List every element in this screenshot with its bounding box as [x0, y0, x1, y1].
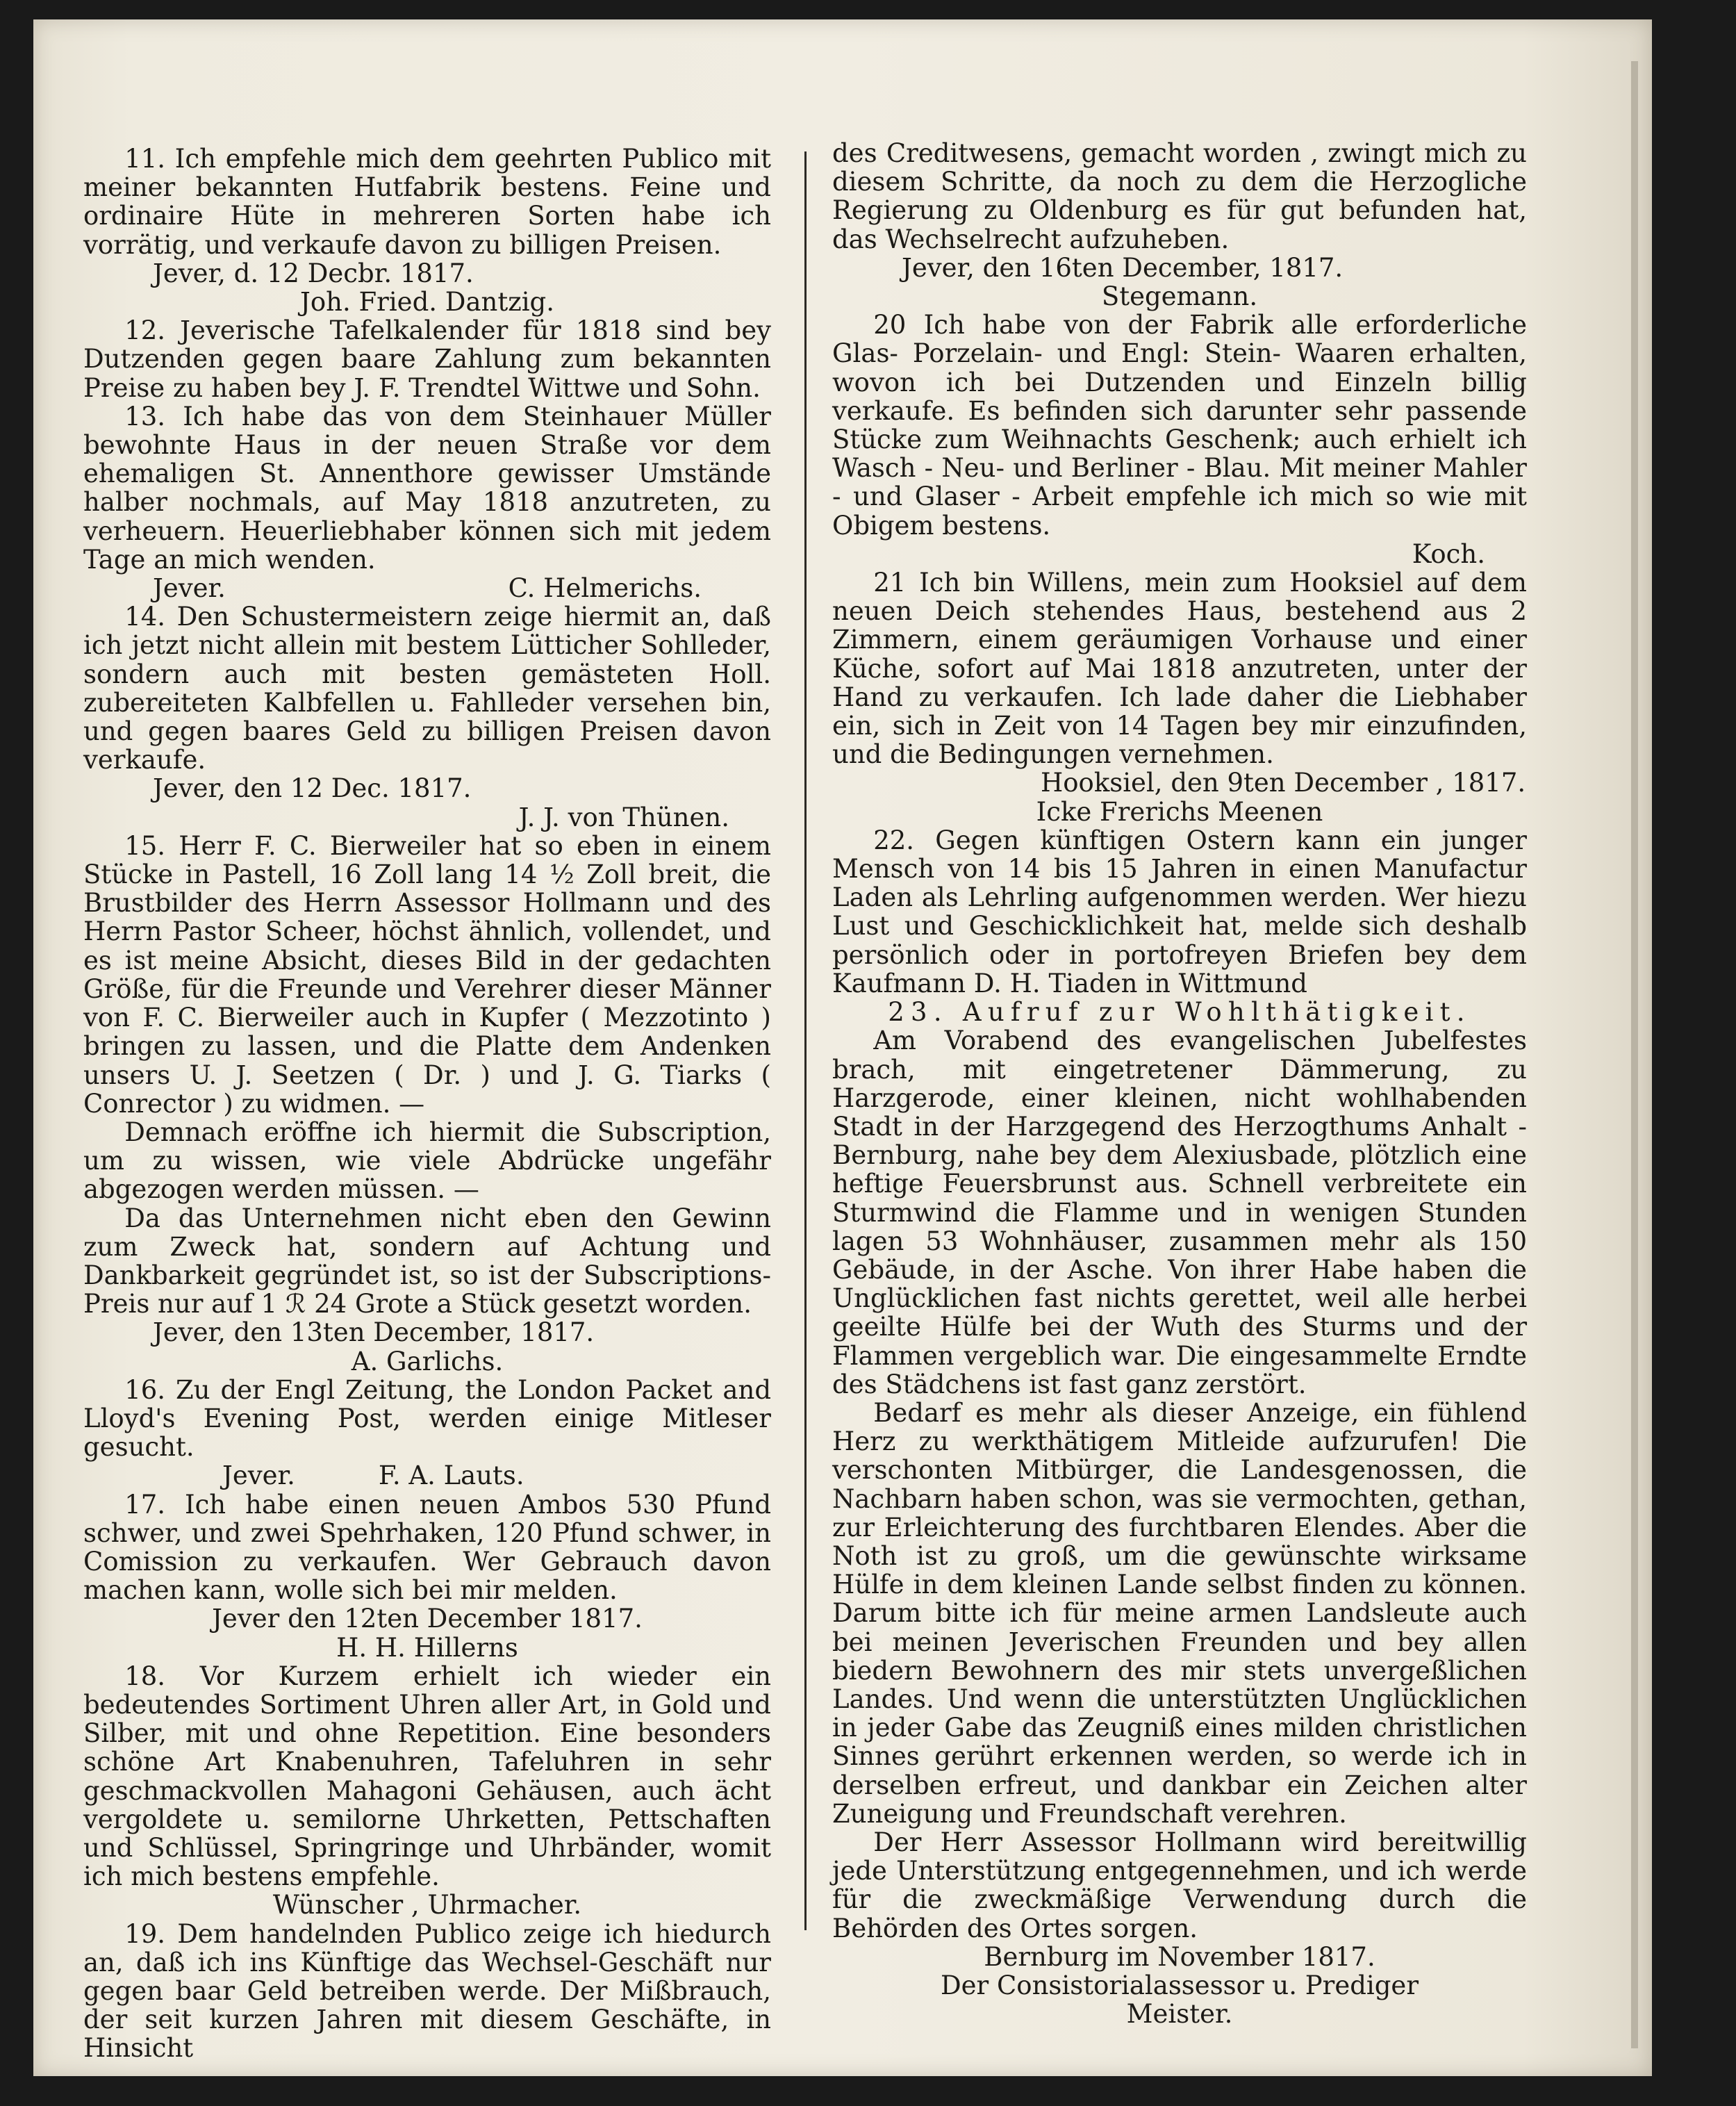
notice-15	[83, 832, 771, 1376]
notice-22	[832, 826, 1527, 998]
notice-place: Jever.	[153, 573, 226, 604]
notice-12	[83, 316, 771, 402]
notice-signature: Joh. Fried. Dantzig.	[300, 287, 554, 318]
notice-signature: Meister.	[1126, 1999, 1233, 2030]
notice-dateline: Jever, d. 12 Decbr. 1817.	[153, 258, 474, 288]
notice-dateline: Hooksiel, den 9ten December , 1817.	[1041, 768, 1526, 798]
notice-text: 19. Dem handelnden Publico zeige ich hiedurch an, daß ich ins Künftige das Wechsel-Geschäft nur gegen baar Geld betreiben werde. Der Mißbrauch, der seit kurzen Jahren mit diesem Geschäfte, in Hinsicht	[83, 1918, 771, 2064]
notice-signature: F. A. Lauts.	[378, 1461, 524, 1491]
right-column	[832, 139, 1527, 2028]
notice-text: 16. Zu der Engl Zeitung, the London Packet and Lloyd's Evening Post, werden einige Mitleser gesucht.	[83, 1374, 771, 1463]
notice-paragraph: Demnach eröffne ich hiermit die Subscription, um zu wissen, wie viele Abdrücke ungefähr abgezogen werden müssen. —	[83, 1117, 771, 1205]
notice-20	[832, 311, 1527, 568]
notice-signature: Stegemann.	[1101, 281, 1258, 312]
notice-23	[832, 998, 1527, 2028]
notice-text: 20 Ich habe von der Fabrik alle erforderliche Glas- Porzelain- und Engl: Stein- Waaren erhalten, wovon ich bei Dutzenden und Einzeln billig verkaufe. Es befinden sich darunter sehr passende Stücke zum Weihnachts Geschenk; auch erhielt ich Wasch - Neu- und Berliner - Blau. Mit meiner Mahler - und Glaser - Arbeit empfehle ich mich so wie mit Obigem bestens.	[832, 310, 1527, 541]
notice-signature: A. Garlichs.	[351, 1346, 504, 1376]
column-divider	[804, 151, 807, 1930]
notice-paragraph: Bedarf es mehr als dieser Anzeige, ein fühlend Herz zu werkthätigem Mitleide aufzurufen! Die verschonten Mitbürger, die Landesgenossen, die Nachbarn haben schon, was sie vermochten, gethan, zur Erleichterung des furchtbaren Elendes. Aber die Noth ist zu groß, um die gewünschte wirksame Hülfe in dem kleinen Lande selbst finden zu können. Darum bitte ich für meine armen Landsleute auch bei meinen Jeverischen Freunden und bey allen biedern Bewohnern des mir stets unvergeßlichen Landes. Und wenn die unterstützten Unglücklichen in jeder Gabe das Zeugniß eines milden christlichen Sinnes gerührt erkennen werden, so werde ich in derselben erfreut, und dankbar ein Zeichen alter Zuneigung und Freundschaft verehren.	[832, 1397, 1527, 1829]
notice-signature-title: Der Consistorialassessor u. Prediger	[940, 1971, 1419, 2000]
notice-dateline: Jever, den 16ten December, 1817.	[902, 252, 1344, 283]
notice-13	[83, 402, 771, 602]
notice-text: 12. Jeverische Tafelkalender für 1818 sind bey Dutzenden gegen baare Zahlung zum bekannten Preise zu haben bey J. F. Trendtel Wittwe und Sohn.	[83, 315, 771, 403]
notice-signature: Koch.	[1412, 538, 1485, 569]
notice-19	[83, 1920, 771, 2063]
notice-heading: 23. Aufruf zur Wohlthätigkeit.	[888, 997, 1471, 1028]
notice-text: 21 Ich bin Willens, mein zum Hooksiel auf dem neuen Deich stehendes Haus, bestehend aus 2 Zimmern, einem geräumigen Vorhause und einer Küche, sofort auf Mai 1818 anzutreten, unter der Hand zu verkaufen. Ich lade daher die Liebhaber ein, sich in Zeit von 14 Tagen bey mir einzufinden, und die Bedingungen vernehmen.	[832, 568, 1527, 770]
notice-17	[83, 1490, 771, 1662]
notice-signature: C. Helmerichs.	[508, 573, 702, 604]
notice-paragraph: Am Vorabend des evangelischen Jubelfestes brach, mit eingetretener Dämmerung, zu Harzgerode, einer kleinen, nicht wohlhabenden Stadt in der Harzgegend des Herzogthums Anhalt - Bernburg, nahe bey dem Alexiusbade, plötzlich eine heftige Feuersbrunst aus. Schnell verbreitete ein Sturmwind die Flamme und in wenigen Stunden lagen 53 Wohnhäuser, zusammen mehr als 150 Gebäude, in der Asche. Von ihrer Habe haben die Unglücklichen fast nichts gerettet, weil alle herbei geeilte Hülfe bei der Wuth des Sturms und der Flammen vergeblich war. Die eingesammelte Erndte des Städchens ist fast ganz zerstört.	[832, 1026, 1527, 1399]
notice-text: 18. Vor Kurzem erhielt ich wieder ein bedeutendes Sortiment Uhren aller Art, in Gold und Silber, mit und ohne Repetition. Eine besonders schöne Art Knabenuhren, Tafeluhren in sehr geschmackvollen Mahagoni Gehäusen, auch ächt vergoldete u. semilorne Uhrketten, Pettschaften und Schlüssel, Springringe und Uhrbänder, womit ich mich bestens empfehle.	[83, 1661, 771, 1892]
notice-signature: J. J. von Thünen.	[518, 802, 729, 832]
notice-14	[83, 602, 771, 832]
notice-18	[83, 1662, 771, 1920]
notice-dateline: Jever den 12ten December 1817.	[212, 1604, 643, 1634]
notice-paragraph: Der Herr Assessor Hollmann wird bereitwillig jede Unterstützung entgegennehmen, und ich werde für die zweckmäßige Verwendung durch die Behörden des Ortes sorgen.	[832, 1827, 1527, 1943]
notice-signature: Wünscher , Uhrmacher.	[272, 1890, 582, 1920]
notice-signature: H. H. Hillerns	[336, 1632, 518, 1663]
notice-paragraph: Da das Unternehmen nicht eben den Gewinn zum Zweck hat, sondern auf Achtung und Dankbarkeit gegründet ist, so ist der Subscriptions-Preis nur auf 1 ℛ 24 Grote a Stück gesetzt worden.	[83, 1203, 771, 1319]
notice-dateline: Jever, den 13ten December, 1817.	[153, 1317, 595, 1348]
notice-dateline: Bernburg im November 1817.	[984, 1941, 1375, 1972]
newspaper-page	[33, 19, 1652, 2076]
notice-16	[83, 1376, 771, 1490]
left-column	[83, 145, 771, 2063]
notice-text: 11. Ich empfehle mich dem geehrten Publico mit meiner bekannten Hutfabrik bestens. Feine und ordinaire Hüte in mehreren Sorten habe ich vorrätig, und verkaufe davon zu billigen Preisen.	[83, 144, 771, 260]
notice-text: 15. Herr F. C. Bierweiler hat so eben in einem Stücke in Pastell, 16 Zoll lang 14 ½ Zoll breit, die Brustbilder des Herrn Assessor Hollmann und des Herrn Pastor Scheer, höchst ähnlich, vollendet, und es ist meine Absicht, dieses Bild in der gedachten Größe, für die Freunde und Verehrer dieser Männer von F. C. Bierweiler auch in Kupfer ( Mezzotinto ) bringen zu lassen, und die Platte dem Andenken unsers U. J. Seetzen ( Dr. ) und J. G. Tiarks ( Conrector ) zu widmen. —	[83, 830, 771, 1119]
page-fold-edge	[1631, 61, 1638, 2048]
notice-text: des Creditwesens, gemacht worden , zwingt mich zu diesem Schritte, da noch zu dem die Herzogliche Regierung zu Oldenburg es für gut befunden hat, das Wechselrecht aufzuheben.	[832, 138, 1527, 254]
notice-text: 17. Ich habe einen neuen Ambos 530 Pfund schwer, und zwei Spehrhaken, 120 Pfund schwer, in Comission zu verkaufen. Wer Gebrauch davon machen kann, wolle sich bei mir melden.	[83, 1489, 771, 1606]
notice-dateline: Jever, den 12 Dec. 1817.	[153, 773, 472, 804]
notice-21	[832, 568, 1527, 826]
notice-11	[83, 145, 771, 316]
notice-text: 22. Gegen künftigen Ostern kann ein junger Mensch von 14 bis 15 Jahren in einen Manufactur Laden als Lehrling aufgenommen werden. Wer hiezu Lust und Geschicklichkeit hat, melde sich deshalb persönlich oder in portofreyen Briefen bey dem Kaufmann D. H. Tiaden in Wittmund	[832, 825, 1527, 998]
notice-text: 14. Den Schustermeistern zeige hiermit an, daß ich jetzt nicht allein mit bestem Lütticher Sohlleder, sondern auch mit besten gemästeten Holl. zubereiteten Kalbfellen u. Fahlleder versehen bin, und gegen baares Geld zu billigen Preisen davon verkaufe.	[83, 602, 771, 775]
notice-place: Jever.	[222, 1461, 295, 1491]
notice-signature: Icke Frerichs Meenen	[1036, 796, 1323, 827]
notice-text: 13. Ich habe das von dem Steinhauer Müller bewohnte Haus in der neuen Straße vor dem ehemaligen St. Annenthore gewisser Umstände halber nochmals, auf May 1818 anzutreten, zu verheuern. Heuerliebhaber können sich mit jedem Tage an mich wenden.	[83, 401, 771, 575]
notice-19-continued	[832, 139, 1527, 311]
